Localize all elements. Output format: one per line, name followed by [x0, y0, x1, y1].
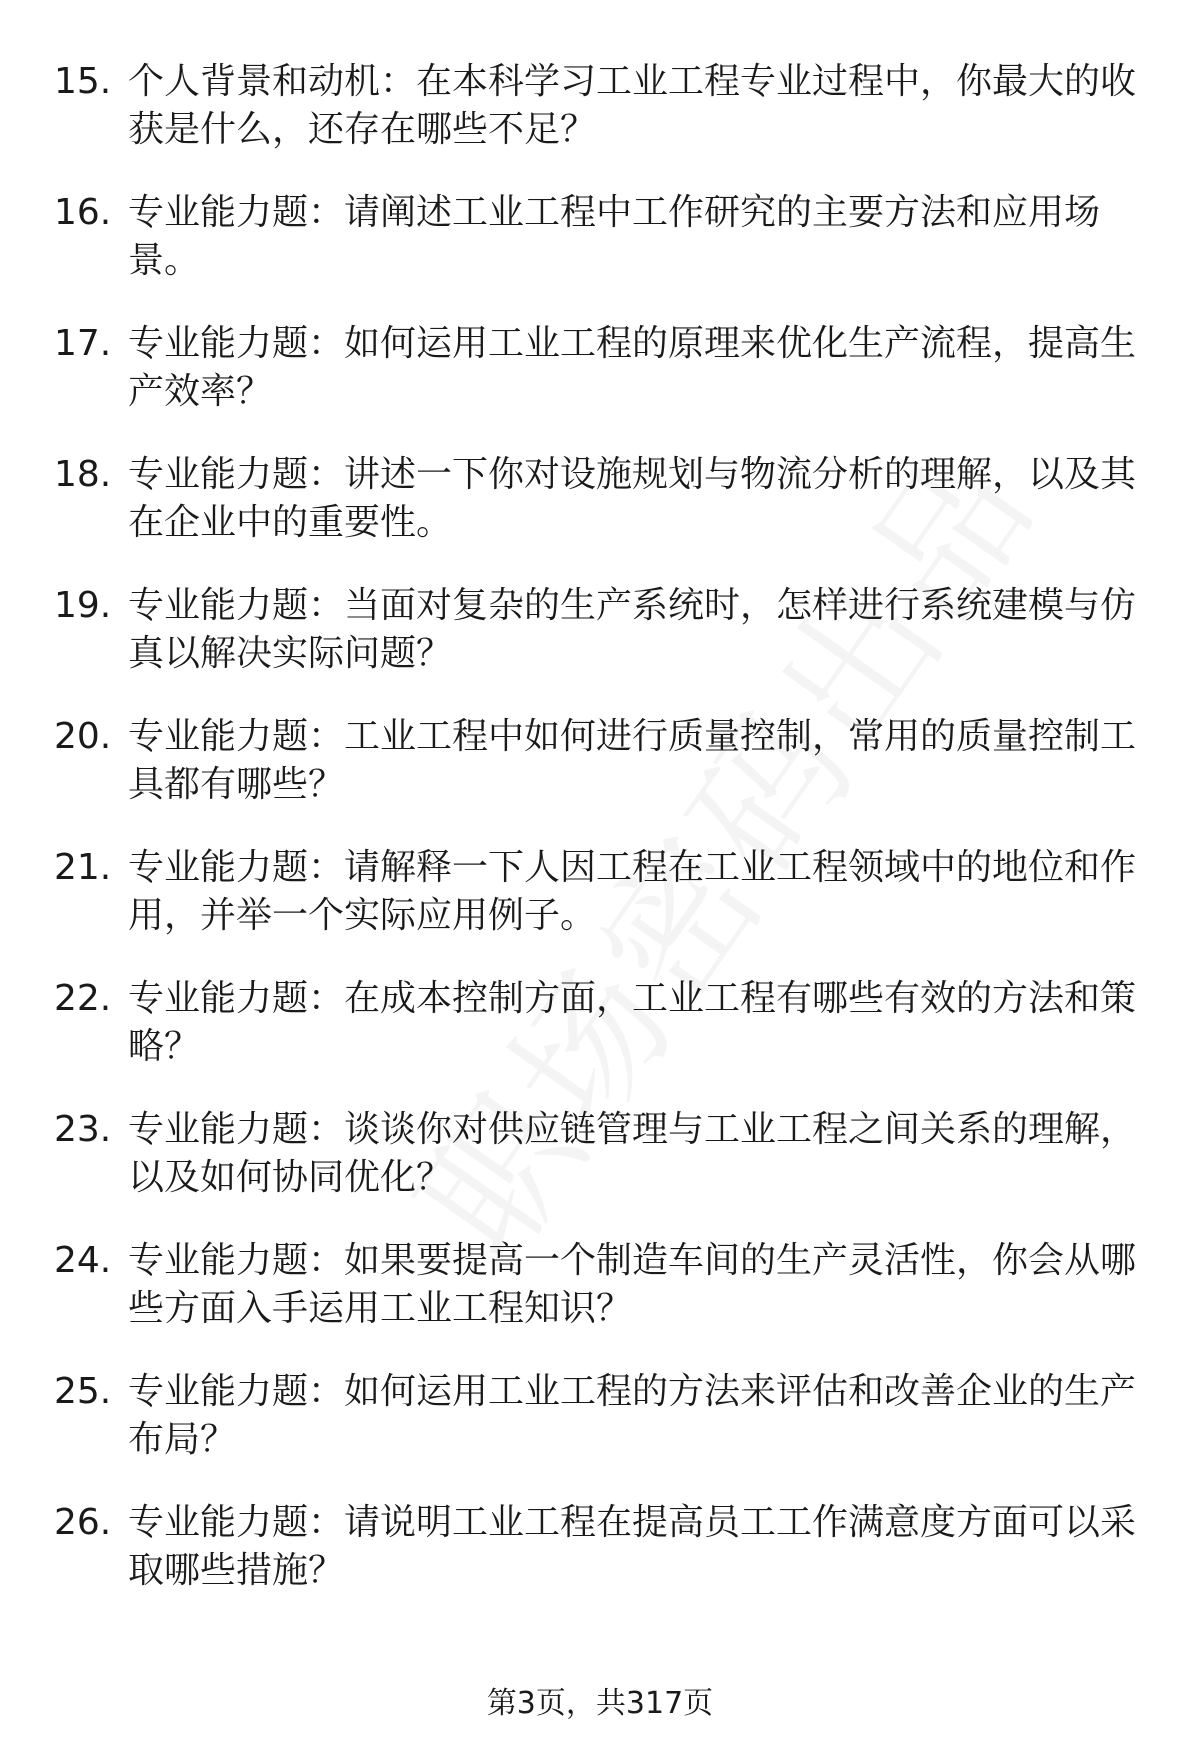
question-item — [0, 1499, 1200, 1630]
question-list — [0, 58, 1200, 1630]
question-text: 专业能力题：在成本控制方面，工业工程有哪些有效的方法和策略？ — [128, 978, 1137, 1067]
question-number: 19. — [54, 585, 112, 626]
question-number: 20. — [54, 716, 112, 757]
question-number: 15. — [54, 61, 112, 102]
question-text: 专业能力题：请阐述工业工程中工作研究的主要方法和应用场景。 — [128, 192, 1101, 281]
question-item — [0, 1237, 1200, 1368]
question-text: 专业能力题：当面对复杂的生产系统时，怎样进行系统建模与仿真以解决实际问题？ — [128, 585, 1137, 674]
question-number: 18. — [54, 454, 112, 495]
question-number: 25. — [54, 1371, 112, 1412]
question-number: 17. — [54, 323, 112, 364]
question-item — [0, 320, 1200, 451]
question-text: 专业能力题：工业工程中如何进行质量控制，常用的质量控制工具都有哪些？ — [128, 716, 1137, 805]
question-number: 16. — [54, 192, 112, 233]
question-text: 专业能力题：请说明工业工程在提高员工工作满意度方面可以采取哪些措施？ — [128, 1502, 1137, 1591]
question-text: 专业能力题：如果要提高一个制造车间的生产灵活性，你会从哪些方面入手运用工业工程知识？ — [128, 1240, 1137, 1329]
question-item — [0, 451, 1200, 582]
question-item — [0, 582, 1200, 713]
question-item — [0, 844, 1200, 975]
question-text: 专业能力题：如何运用工业工程的方法来评估和改善企业的生产布局？ — [128, 1371, 1137, 1460]
question-text: 专业能力题：谈谈你对供应链管理与工业工程之间关系的理解，以及如何协同优化？ — [128, 1109, 1137, 1198]
question-number: 26. — [54, 1502, 112, 1543]
question-number: 23. — [54, 1109, 112, 1150]
question-item — [0, 975, 1200, 1106]
question-text: 专业能力题：讲述一下你对设施规划与物流分析的理解，以及其在企业中的重要性。 — [128, 454, 1137, 543]
question-item — [0, 1106, 1200, 1237]
question-number: 21. — [54, 847, 112, 888]
question-number: 24. — [54, 1240, 112, 1281]
question-item — [0, 58, 1200, 189]
question-text: 个人背景和动机：在本科学习工业工程专业过程中，你最大的收获是什么，还存在哪些不足？ — [128, 61, 1137, 150]
question-text: 专业能力题：如何运用工业工程的原理来优化生产流程，提高生产效率？ — [128, 323, 1137, 412]
question-number: 22. — [54, 978, 112, 1019]
question-item — [0, 713, 1200, 844]
page-footer: 第3页，共317页 — [486, 1686, 714, 1721]
question-item — [0, 189, 1200, 320]
question-text: 专业能力题：请解释一下人因工程在工业工程领域中的地位和作用，并举一个实际应用例子。 — [128, 847, 1137, 936]
question-item — [0, 1368, 1200, 1499]
